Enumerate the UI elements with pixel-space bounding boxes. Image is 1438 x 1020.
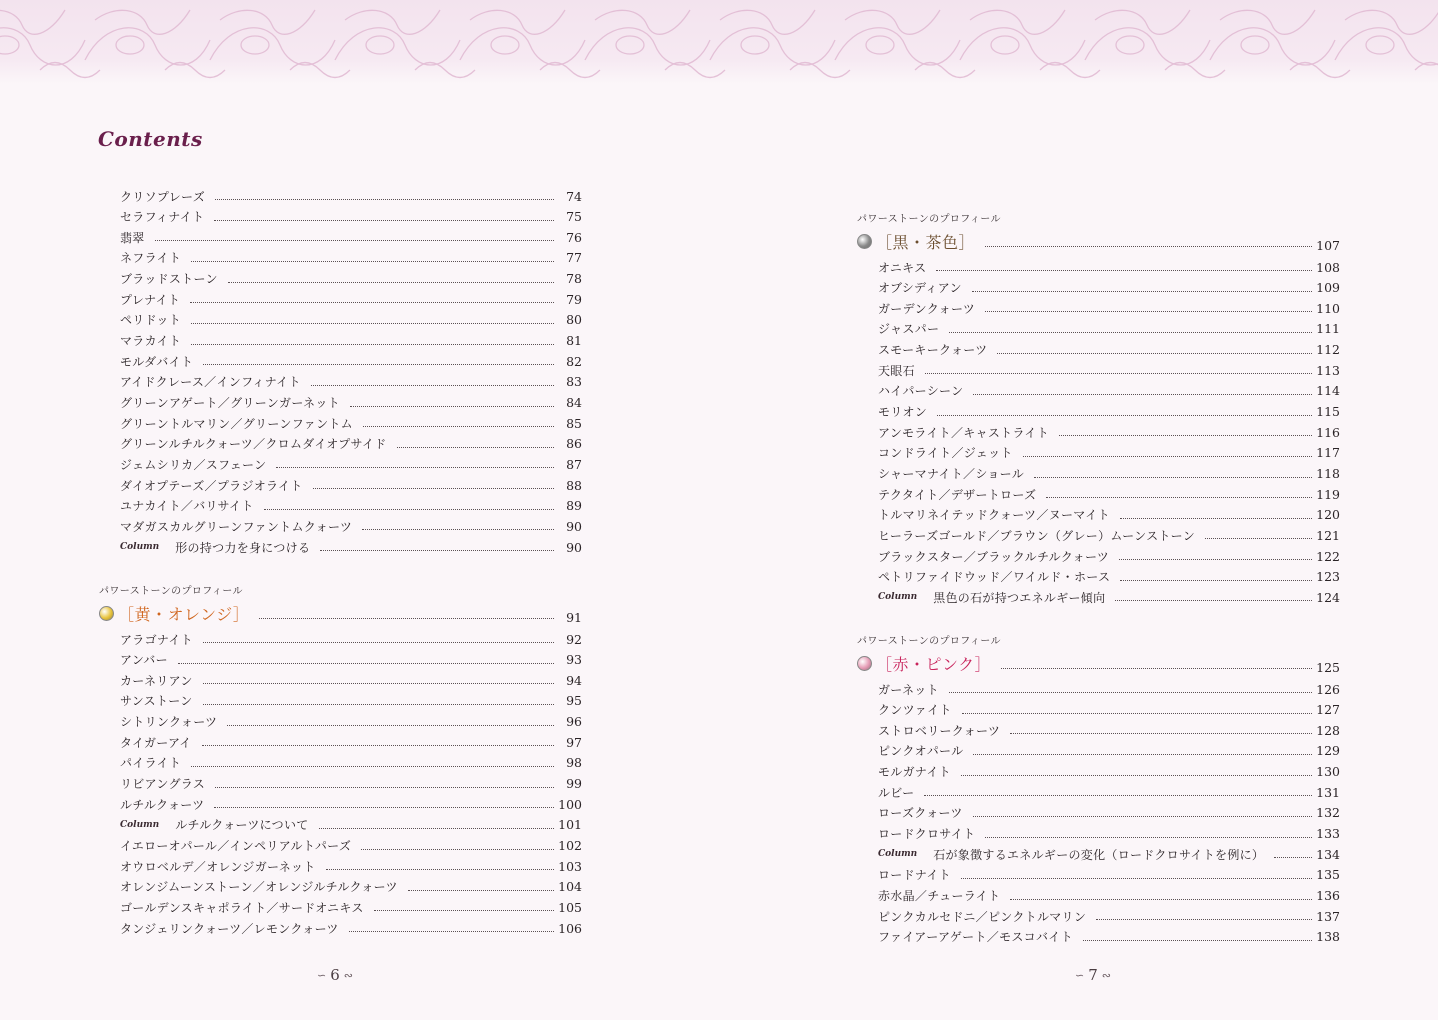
toc-entry-label: クリソプレーズ [120, 189, 206, 204]
toc-entry-label: ヒーラーズゴールド／ブラウン（グレー）ムーンストーン [878, 528, 1196, 543]
leader-dots [191, 260, 554, 262]
toc-entry[interactable] [120, 650, 582, 670]
toc-entry-page: 110 [1316, 300, 1340, 316]
toc-entry-label: ブラックスター／ブラックルチルクォーツ [878, 549, 1110, 564]
toc-entry[interactable] [120, 815, 582, 835]
leader-dots [937, 414, 1312, 416]
toc-entry-label: シャーマナイト／ショール [878, 467, 1025, 481]
leader-dots [264, 508, 554, 510]
toc-entry-label: 翡翠 [120, 230, 145, 245]
leader-dots [191, 765, 554, 767]
toc-entry[interactable] [120, 496, 582, 516]
toc-entry-label: 天眼石 [878, 363, 915, 378]
toc-entry[interactable] [878, 381, 1340, 401]
toc-entry-page: 76 [566, 229, 582, 245]
toc-entry-page: 109 [1316, 280, 1340, 296]
section-label: パワーストーンのプロフィール [857, 636, 1001, 647]
leader-dots [985, 310, 1312, 312]
toc-entry-label: コンドライト／ジェット [878, 446, 1013, 461]
toc-entry-page: 83 [566, 374, 582, 390]
leader-dots [214, 219, 554, 221]
toc-entry-label: マダガスカルグリーンファントムクォーツ [120, 519, 353, 534]
toc-entry[interactable] [120, 248, 582, 268]
toc-entry-label: グリーンルチルクォーツ／クロムダイオプサイド [120, 437, 387, 452]
toc-entry[interactable] [120, 753, 582, 773]
leader-dots [1120, 517, 1312, 519]
toc-entry-page: 129 [1316, 743, 1340, 759]
toc-entry[interactable] [120, 186, 582, 206]
toc-entry-label: ダイオプテーズ／プラジオライト [120, 478, 303, 493]
toc-entry[interactable] [878, 824, 1340, 844]
toc-entry-page: 136 [1316, 888, 1340, 903]
toc-entry[interactable] [120, 856, 582, 876]
toc-entry[interactable] [878, 679, 1340, 699]
toc-entry-page: 138 [1316, 929, 1340, 945]
toc-entry[interactable] [120, 629, 582, 649]
toc-entry[interactable] [878, 844, 1340, 864]
toc-entry[interactable] [120, 537, 582, 557]
toc-entry-label: 形の持つ力を身につける [175, 540, 311, 555]
leader-dots [203, 641, 554, 643]
toc-entry-label: ローズクォーツ [878, 806, 963, 821]
leader-dots [985, 836, 1312, 838]
leader-dots [973, 393, 1312, 395]
toc-entry[interactable] [120, 289, 582, 309]
toc-entry-page: 78 [566, 271, 582, 287]
leader-dots [1059, 434, 1312, 436]
toc-entry-page: 74 [566, 188, 582, 204]
toc-entry-page: 99 [566, 776, 582, 792]
column-tag: Column [878, 849, 918, 860]
toc-entry[interactable] [120, 207, 582, 227]
toc-entry-page: 124 [1316, 589, 1340, 605]
leader-dots [155, 239, 554, 241]
toc-entry-label: 黒色の石が持つエネルギー傾向 [933, 590, 1106, 605]
toc-entry[interactable] [878, 782, 1340, 802]
leader-dots [924, 794, 1312, 796]
leader-dots [1119, 558, 1312, 560]
toc-entry-page: 116 [1316, 424, 1340, 440]
toc-entry-label: タイガーアイ [120, 735, 192, 750]
toc-entry[interactable] [120, 691, 582, 711]
leader-dots [319, 827, 554, 829]
leader-dots [1010, 732, 1312, 734]
toc-entry-label: ジャスパー [878, 322, 940, 337]
toc-entry-page: 134 [1316, 846, 1340, 862]
category-heading[interactable] [857, 229, 1340, 253]
folio-ornament-left: ∽ [1075, 968, 1085, 982]
toc-entry[interactable] [120, 897, 582, 917]
toc-entry-label: ゴールデンスキャポライト／サードオニキス [120, 900, 364, 915]
toc-entry-label: ストロベリークォーツ [878, 723, 1001, 738]
toc-entry[interactable] [120, 877, 582, 897]
toc-entry-page: 133 [1316, 826, 1340, 842]
toc-entry[interactable] [878, 546, 1340, 566]
toc-entry-page: 118 [1316, 466, 1340, 481]
toc-entry-page: 130 [1316, 764, 1340, 780]
toc-entry-label: ペリドット [120, 313, 182, 328]
toc-entry-label: ガーネット [878, 682, 939, 697]
toc-entry-page: 131 [1316, 784, 1340, 800]
toc-entry[interactable] [878, 803, 1340, 823]
leader-dots [949, 331, 1312, 333]
leader-dots [925, 372, 1312, 374]
leader-dots [214, 806, 554, 808]
folio-number: 7 [1088, 966, 1098, 984]
toc-entry-page: 90 [566, 518, 582, 534]
leader-dots [1001, 667, 1312, 669]
toc-entry-page: 98 [566, 755, 582, 771]
toc-entry-label: ルチルクォーツ [120, 797, 205, 812]
leader-dots [973, 815, 1312, 817]
toc-entry[interactable] [878, 720, 1340, 740]
toc-entry-label: ルビー [878, 785, 915, 800]
leader-dots [215, 786, 554, 788]
toc-entry-label: ガーデンクォーツ [878, 301, 976, 316]
leader-dots [1115, 599, 1312, 601]
toc-entry[interactable] [878, 865, 1340, 885]
folio-number: 6 [330, 966, 340, 984]
toc-entry-page: 77 [566, 250, 582, 266]
toc-entry-label: ブラッドストーン [120, 272, 218, 287]
toc-entry-page: 104 [558, 879, 582, 895]
leader-dots [203, 703, 554, 705]
leader-dots [961, 877, 1312, 879]
toc-entry-label: シトリンクォーツ [120, 715, 218, 730]
leader-dots [191, 322, 554, 324]
toc-entry-page: 101 [558, 817, 582, 833]
toc-entry[interactable] [878, 505, 1340, 525]
leader-dots [178, 662, 554, 664]
gem-icon [857, 234, 872, 249]
leader-dots [985, 245, 1312, 247]
toc-entry[interactable] [120, 372, 582, 392]
toc-entry[interactable] [120, 310, 582, 330]
toc-entry-page: 112 [1316, 342, 1340, 358]
toc-entry-label: ピンクカルセドニ／ピンクトルマリン [878, 909, 1087, 924]
leader-dots [203, 682, 554, 684]
toc-entry[interactable] [120, 227, 582, 247]
toc-entry-page: 119 [1316, 486, 1340, 502]
toc-entry-page: 113 [1316, 362, 1340, 378]
toc-entry-label: グリーントルマリン／グリーンファントム [120, 416, 353, 431]
leader-dots [936, 269, 1312, 271]
category-label: ［黄・オレンジ］ [118, 604, 250, 624]
toc-entry-label: カーネリアン [120, 673, 193, 688]
leader-dots [313, 487, 554, 489]
column-tag: Column [120, 542, 160, 553]
toc-entry-label: ファイアーアゲート／モスコバイト [878, 930, 1073, 945]
toc-entry[interactable] [120, 732, 582, 752]
toc-entry-page: 95 [566, 693, 582, 709]
toc-entry-page: 123 [1316, 569, 1340, 585]
toc-entry-label: モルガナイト [878, 765, 951, 780]
toc-entry-page: 90 [566, 539, 582, 555]
toc-entry[interactable] [120, 774, 582, 794]
leader-dots [949, 691, 1312, 693]
toc-entry-label: オブシディアン [878, 281, 962, 296]
toc-entry[interactable] [120, 331, 582, 351]
leader-dots [973, 753, 1312, 755]
toc-entry-page: 103 [558, 858, 582, 874]
toc-entry-label: 赤水晶／チューライト [878, 889, 1001, 903]
leader-dots [349, 930, 554, 932]
leader-dots [1096, 918, 1312, 920]
leader-dots [1034, 476, 1312, 478]
toc-entry[interactable] [120, 516, 582, 536]
toc-entry-label: アイドクレース／インフィナイト [120, 375, 301, 390]
toc-entry-label: アンバー [120, 653, 168, 668]
toc-entry[interactable] [878, 360, 1340, 380]
toc-entry-label: オレンジムーンストーン／オレンジルチルクォーツ [120, 880, 398, 895]
toc-entry[interactable] [120, 475, 582, 495]
toc-entry-page: 75 [566, 209, 582, 225]
toc-entry-label: ジェムシリカ／スフェーン [120, 457, 267, 472]
toc-entry-label: セラフィナイト [120, 210, 205, 225]
toc-entry[interactable] [120, 454, 582, 474]
toc-entry-page: 81 [566, 333, 582, 349]
category-page: 107 [1316, 237, 1340, 253]
leader-dots [191, 343, 554, 345]
leader-dots [227, 724, 554, 726]
leader-dots [397, 446, 554, 448]
toc-entry[interactable] [878, 927, 1340, 947]
category-heading[interactable] [857, 651, 1340, 675]
toc-entry[interactable] [120, 393, 582, 413]
toc-entry[interactable] [120, 351, 582, 371]
folio-ornament-left: ∽ [317, 968, 327, 982]
toc-entry[interactable] [878, 422, 1340, 442]
toc-entry-page: 85 [566, 415, 582, 431]
gem-icon [857, 656, 872, 671]
leader-dots [408, 889, 554, 891]
toc-entry-page: 102 [558, 838, 582, 853]
column-tag: Column [120, 819, 160, 830]
toc-entry-page: 120 [1316, 507, 1340, 523]
toc-entry-label: ペトリファイドウッド／ワイルド・ホース [878, 570, 1111, 585]
leader-dots [326, 868, 554, 870]
toc-entry[interactable] [878, 567, 1340, 587]
leader-dots [203, 363, 554, 365]
section-label: パワーストーンのプロフィール [857, 214, 1001, 225]
toc-entry-label: アラゴナイト [120, 632, 193, 647]
leader-dots [276, 466, 554, 468]
folio-ornament-right: ∾ [343, 968, 353, 982]
toc-entry[interactable] [878, 443, 1340, 463]
toc-entry-page: 127 [1316, 702, 1340, 718]
toc-entry-page: 115 [1316, 404, 1340, 420]
leader-dots [1205, 537, 1312, 539]
toc-entry-page: 96 [566, 714, 582, 730]
toc-entry-page: 108 [1316, 259, 1340, 275]
toc-entry-label: スモーキークォーツ [878, 343, 988, 358]
leader-dots [363, 425, 554, 427]
toc-entry[interactable] [878, 464, 1340, 484]
toc-entry[interactable] [120, 434, 582, 454]
leader-dots [997, 352, 1312, 354]
toc-entry-label: プレナイト [120, 292, 181, 307]
toc-entry-label: グリーンアゲート／グリーンガーネット [120, 396, 340, 410]
toc-entry[interactable] [878, 340, 1340, 360]
toc-entry-label: ロードナイト [878, 868, 951, 883]
toc-entry-page: 105 [558, 899, 582, 915]
toc-entry-page: 92 [566, 631, 582, 647]
page-number-right [1075, 966, 1111, 984]
category-heading[interactable] [99, 601, 582, 625]
category-label: ［赤・ピンク］ [876, 654, 992, 674]
category-page: 125 [1316, 659, 1340, 675]
toc-entry[interactable] [878, 484, 1340, 504]
toc-entry[interactable] [878, 257, 1340, 277]
toc-entry[interactable] [120, 269, 582, 289]
toc-entry-page: 80 [566, 312, 582, 328]
toc-entry[interactable] [878, 278, 1340, 298]
leader-dots [190, 301, 554, 303]
toc-entry[interactable] [878, 525, 1340, 545]
leader-dots [361, 848, 554, 850]
toc-entry[interactable] [878, 587, 1340, 607]
toc-entry-page: 94 [566, 672, 582, 688]
toc-entry-label: パイライト [120, 756, 182, 771]
toc-entry[interactable] [878, 700, 1340, 720]
toc-entry-page: 135 [1316, 867, 1340, 883]
leader-dots [215, 198, 554, 200]
toc-entry-label: タンジェリンクォーツ／レモンクォーツ [120, 921, 339, 936]
toc-entry-page: 132 [1316, 805, 1340, 821]
flourish-pattern [0, 0, 1438, 84]
toc-entry-page: 87 [566, 456, 582, 472]
toc-entry-label: モルダバイト [120, 354, 194, 369]
toc-entry-label: 石が象徴するエネルギーの変化（ロードクロサイトを例に） [933, 847, 1265, 862]
leader-dots [350, 405, 554, 407]
contents-title: Contents [98, 127, 203, 151]
leader-dots [1274, 856, 1312, 858]
leader-dots [1023, 455, 1312, 457]
toc-entry[interactable] [878, 906, 1340, 926]
toc-entry-page: 97 [566, 734, 582, 750]
toc-entry-label: オウロベルデ／オレンジガーネット [120, 859, 316, 874]
decorative-header-band [0, 0, 1438, 84]
toc-entry[interactable] [120, 794, 582, 814]
toc-entry-page: 100 [558, 796, 582, 812]
toc-entry-label: リビアングラス [120, 777, 206, 792]
toc-entry-page: 111 [1316, 321, 1340, 337]
section-label: パワーストーンのプロフィール [99, 586, 243, 597]
toc-entry-label: ハイパーシーン [878, 384, 964, 399]
leader-dots [1046, 496, 1312, 498]
gem-icon [99, 606, 114, 621]
toc-entry-label: アンモライト／キャストライト [878, 425, 1050, 440]
toc-entry-page: 88 [566, 477, 582, 493]
leader-dots [202, 744, 554, 746]
toc-entry-page: 79 [566, 291, 582, 307]
toc-entry-label: ピンクオパール [878, 744, 964, 759]
toc-entry-page: 86 [566, 436, 582, 452]
toc-entry-label: マラカイト [120, 334, 182, 349]
leader-dots [374, 909, 554, 911]
toc-entry-label: トルマリネイテッドクォーツ／ヌーマイト [878, 508, 1110, 523]
leader-dots [1010, 898, 1312, 900]
column-tag: Column [878, 592, 918, 603]
toc-entry[interactable] [878, 298, 1340, 318]
leader-dots [362, 528, 554, 530]
leader-dots [311, 384, 554, 386]
toc-entry-page: 117 [1316, 445, 1340, 461]
toc-entry[interactable] [878, 886, 1340, 906]
toc-entry-page: 137 [1316, 908, 1340, 924]
toc-entry-label: ネフライト [120, 251, 182, 266]
toc-entry[interactable] [878, 402, 1340, 422]
toc-entry-page: 93 [566, 652, 582, 668]
toc-entry-page: 114 [1316, 383, 1340, 399]
page-number-left [317, 966, 353, 984]
toc-entry[interactable] [120, 918, 582, 938]
leader-dots [972, 290, 1312, 292]
toc-entry-page: 122 [1316, 548, 1340, 564]
toc-entry-page: 84 [566, 395, 582, 410]
toc-entry-label: ユナカイト／バリサイト [120, 499, 254, 514]
leader-dots [320, 549, 554, 551]
toc-entry[interactable] [120, 413, 582, 433]
toc-entry-label: ルチルクォーツについて [175, 818, 309, 833]
toc-entry-page: 82 [566, 353, 582, 369]
leader-dots [962, 712, 1312, 714]
toc-entry-page: 89 [566, 498, 582, 514]
toc-entry[interactable] [878, 762, 1340, 782]
toc-entry-label: ロードクロサイト [878, 827, 976, 842]
toc-entry[interactable] [120, 836, 582, 856]
toc-entry-label: クンツァイト [878, 703, 952, 718]
toc-entry-page: 126 [1316, 681, 1340, 697]
toc-entry-label: モリオン [878, 405, 928, 420]
leader-dots [259, 617, 554, 619]
toc-entry-label: サンストーン [120, 694, 193, 709]
leader-dots [228, 281, 554, 283]
category-page: 91 [566, 609, 582, 625]
leader-dots [1083, 939, 1312, 941]
toc-entry-page: 106 [558, 920, 582, 936]
toc-entry[interactable] [878, 319, 1340, 339]
toc-entry[interactable] [120, 712, 582, 732]
folio-ornament-right: ∾ [1101, 968, 1111, 982]
toc-entry-page: 128 [1316, 722, 1340, 738]
toc-entry[interactable] [878, 741, 1340, 761]
toc-entry-label: オニキス [878, 260, 927, 275]
toc-entry-label: イエローオパール／インペリアルトパーズ [120, 839, 352, 853]
toc-entry[interactable] [120, 670, 582, 690]
leader-dots [961, 774, 1312, 776]
leader-dots [1120, 579, 1312, 581]
toc-entry-label: テクタイト／デザートローズ [878, 487, 1037, 502]
toc-entry-page: 121 [1316, 527, 1340, 543]
category-label: ［黒・茶色］ [876, 232, 976, 252]
